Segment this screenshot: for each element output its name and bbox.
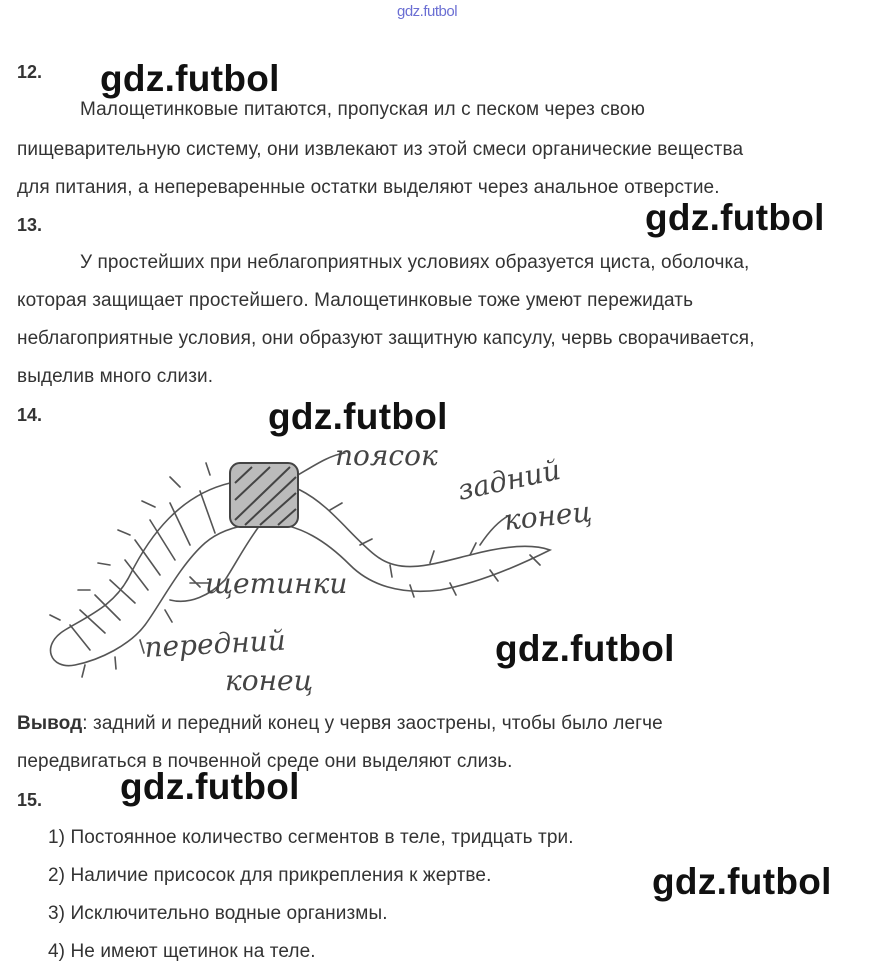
task-12-number: 12. [17,62,43,82]
task-14-number: 14. [17,405,43,425]
watermark: gdz.futbol [495,628,675,669]
task-13-number: 13. [17,215,43,235]
task-15-item-2: 2) Наличие присосок для прикрепления к жертве. [48,865,492,886]
task-13-line-4: выделив много слизи. [17,366,214,387]
conclusion-text-1: : задний и передний конец у червя заострены, чтобы было легче [82,713,663,734]
watermark: gdz.futbol [645,197,825,238]
conclusion-line-2: передвигаться в почвенной среде они выделяют слизь. [17,751,513,772]
label-bristles: щетинки [205,567,348,600]
label-front-end-2: конец [225,664,314,697]
label-rear-end-2: конец [502,494,594,537]
task-15-number: 15. [17,790,43,810]
task-12-line-3: для питания, а непереваренные остатки выделяют через анальное отверстие. [17,177,720,198]
task-15-item-4: 4) Не имеют щетинок на теле. [48,941,316,962]
task-12-line-2: пищеварительную систему, они извлекают из этой смеси органические вещества [17,139,744,160]
watermark: gdz.futbol [268,396,448,437]
conclusion-label: Вывод [17,713,83,734]
task-12-line-1: Малощетинковые питаются, пропуская ил с песком через свою [80,99,645,120]
task-13-line-1: У простейших при неблагоприятных условиях образуется циста, оболочка, [80,252,750,273]
watermark: gdz.futbol [120,766,300,807]
task-13-line-3: неблагоприятные условия, они образуют защитную капсулу, червь сворачивается, [17,328,755,349]
watermark: gdz.futbol [100,58,280,99]
task-15-item-1: 1) Постоянное количество сегментов в теле, тридцать три. [48,827,574,848]
header-watermark: gdz.futbol [397,3,458,20]
task-13-line-2: которая защищает простейшего. Малощетинковые тоже умеют пережидать [17,290,694,311]
conclusion-line-1 [17,713,663,735]
worm-girdle [230,463,298,527]
label-rear-end-1: задний [454,452,564,507]
task-15-item-3: 3) Исключительно водные организмы. [48,903,388,924]
label-girdle: поясок [335,439,438,472]
label-front-end-1: передний [143,623,287,664]
watermark: gdz.futbol [652,861,832,902]
